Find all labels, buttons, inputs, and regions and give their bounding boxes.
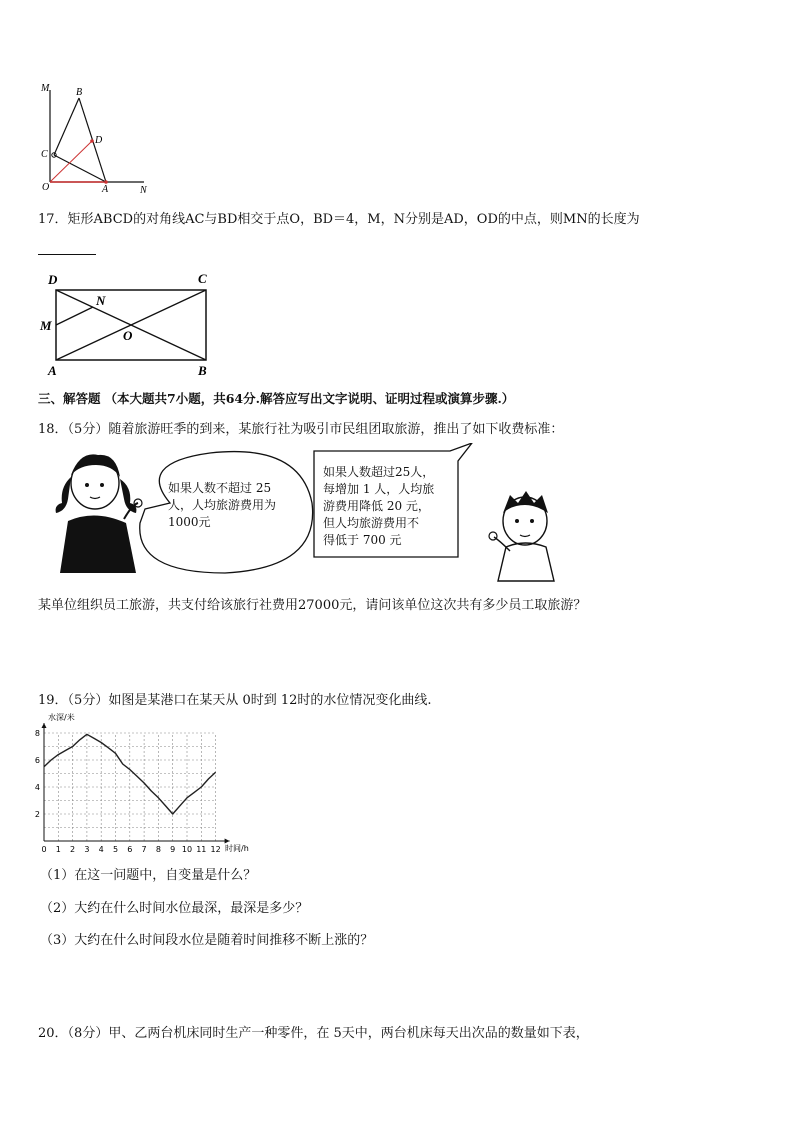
x-tick-label: 10 (181, 845, 193, 854)
section-3-header (38, 389, 514, 407)
bubble-right-line-3: 游费用降低 20 元， (323, 499, 430, 513)
question-18-ask: 某单位组织员工旅游，共支付给该旅行社费用27000元，请问该单位这次共有多少员工取旅游？ (38, 598, 587, 613)
section-3-note: （本大题共7小题，共64分.解答应写出文字说明、证明过程或演算步骤.） (104, 391, 515, 406)
x-tick-label: 4 (98, 845, 104, 854)
segment-od-red (50, 141, 92, 182)
question-18-text: 18．（5分）随着旅游旺季的到来，某旅行社为吸引市民组团取旅游，推出了如下收费标准： (38, 422, 564, 437)
rectangle-figure-17 (36, 268, 216, 380)
label-c: C (41, 149, 48, 160)
segment-cb (54, 98, 79, 155)
bubble-right-line-5: 得低于 700 元 (323, 533, 402, 547)
x-tick-label: 9 (170, 845, 176, 854)
label-b: B (76, 87, 83, 98)
label-d: D (48, 272, 58, 287)
label-m: M (41, 83, 50, 94)
question-19-sub3: （3）大约在什么时间段水位是随着时间推移不断上涨的？ (40, 933, 374, 948)
x-tick-label: 7 (141, 845, 147, 854)
question-19-text: 19．（5分）如图是某港口在某天从 0时到 12时的水位情况变化曲线. (38, 693, 432, 708)
answer-blank-17 (38, 240, 96, 255)
bubble-right-line-2: 每增加 1 人，人均旅 (323, 482, 435, 496)
geometry-figure-16 (36, 80, 156, 195)
y-tick-label: 6 (34, 756, 40, 765)
label-n: N (140, 185, 147, 195)
label-o: O (42, 182, 50, 193)
point-d (90, 139, 94, 143)
x-tick-label: 6 (127, 845, 133, 854)
chart-grid (44, 733, 216, 841)
label-a: A (102, 184, 109, 195)
question-19-sub1: （1）在这一问题中，自变量是什么？ (40, 868, 257, 883)
speech-box-right-text (323, 464, 434, 549)
q18-illustration (40, 443, 570, 583)
x-tick-label: 1 (55, 845, 61, 854)
x-tick-label: 8 (155, 845, 161, 854)
water-level-chart (30, 708, 270, 858)
label-c: C (198, 271, 207, 286)
x-axis-arrow (225, 839, 230, 844)
x-axis-label: 时间/h (225, 844, 249, 853)
x-tick-label: 2 (70, 845, 76, 854)
girl-icon (56, 454, 142, 573)
y-axis-label: 水深/米 (48, 713, 75, 722)
y-axis-arrow (42, 723, 47, 728)
question-17-text: 17．矩形ABCD的对角线AC与BD相交于点O，BD＝4，M，N分别是AD，OD的中点，则MN的长度为 (38, 212, 640, 227)
bubble-left-line-2: 人，人均旅游费用为 (168, 498, 277, 512)
x-tick-label: 5 (112, 845, 119, 854)
speech-bubble-left-text (168, 480, 276, 531)
label-a: A (48, 363, 57, 378)
bubble-left-line-3: 1000元 (168, 515, 211, 529)
y-tick-label: 8 (34, 729, 40, 738)
bubble-left-line-1: 如果人数不超过 25 (168, 481, 272, 495)
question-19-sub2: （2）大约在什么时间水位最深，最深是多少？ (40, 901, 309, 916)
bubble-right-line-1: 如果人数超过25人， (323, 465, 435, 479)
label-d: D (95, 135, 103, 146)
segment-mn (56, 307, 93, 325)
bubble-right-line-4: 但人均旅游费用不 (323, 516, 420, 530)
y-tick-label: 2 (34, 810, 40, 819)
label-n: N (96, 293, 106, 308)
section-3-title: 三、解答题 (38, 391, 101, 406)
label-b: B (198, 363, 207, 378)
chart-ticks (35, 729, 221, 854)
label-o: O (123, 328, 133, 343)
x-tick-label: 12 (210, 845, 221, 854)
x-tick-label: 0 (41, 845, 47, 854)
y-tick-label: 4 (34, 783, 40, 792)
x-tick-label: 11 (196, 845, 207, 854)
label-m: M (40, 318, 52, 333)
x-tick-label: 3 (84, 845, 90, 854)
question-20-text: 20．（8分）甲、乙两台机床同时生产一种零件，在 5天中，两台机床每天出次品的数量如下表， (38, 1026, 589, 1041)
boy-icon (489, 491, 554, 581)
